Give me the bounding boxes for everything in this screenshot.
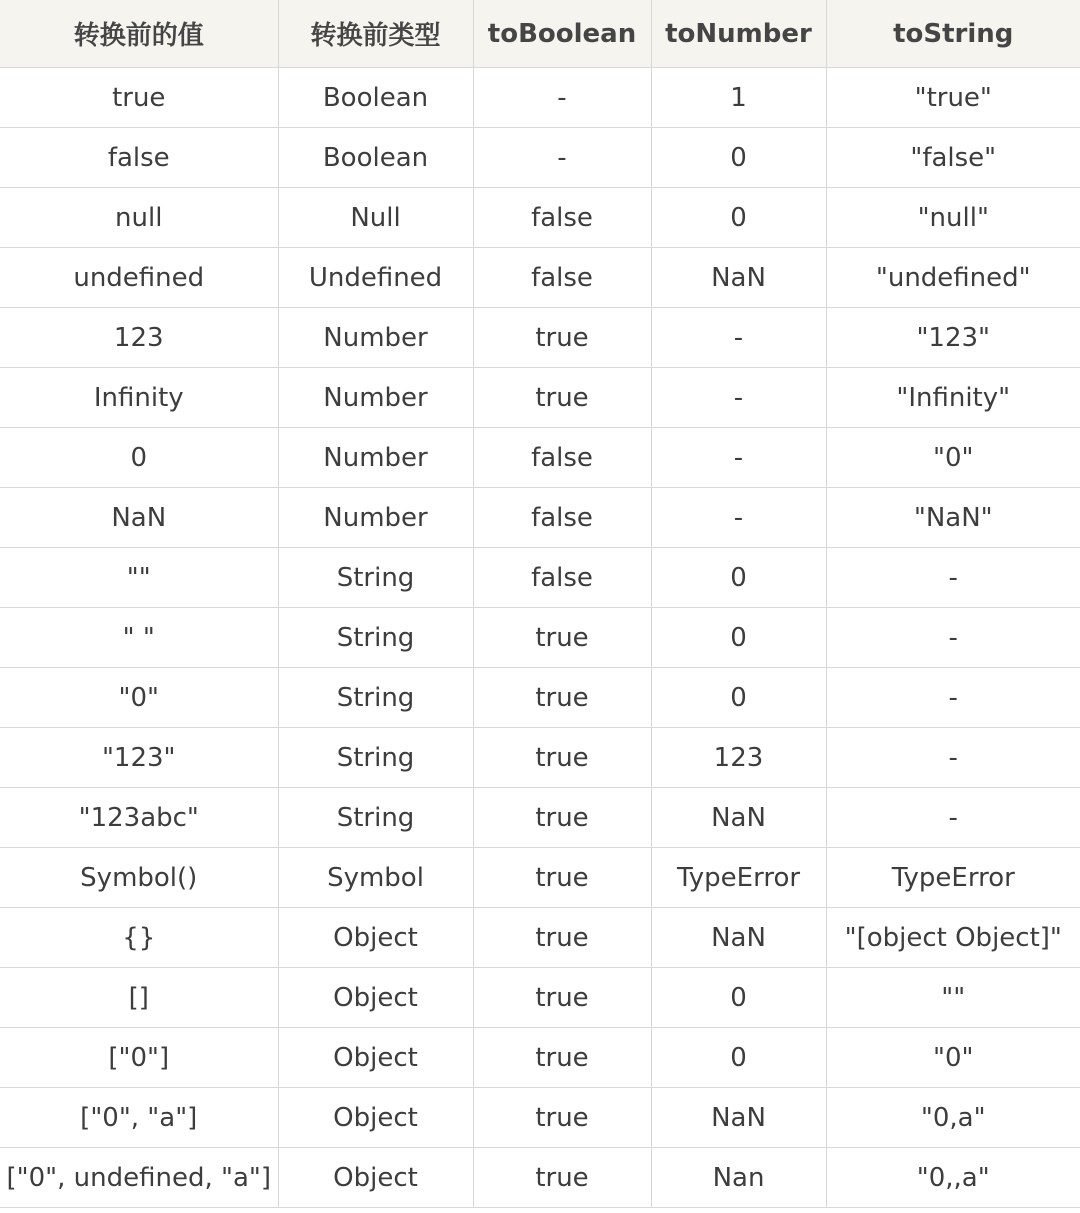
cell-original-type: Boolean bbox=[278, 128, 473, 188]
cell-to-boolean: false bbox=[473, 488, 651, 548]
cell-original-value: ["0", undefined, "a"] bbox=[0, 1148, 278, 1208]
cell-to-string: "" bbox=[826, 968, 1080, 1028]
cell-to-number: - bbox=[651, 428, 826, 488]
cell-to-string: "null" bbox=[826, 188, 1080, 248]
cell-original-type: Number bbox=[278, 368, 473, 428]
cell-original-value: "0" bbox=[0, 668, 278, 728]
cell-original-type: Undefined bbox=[278, 248, 473, 308]
cell-to-boolean: true bbox=[473, 668, 651, 728]
cell-original-value: "123" bbox=[0, 728, 278, 788]
table-row bbox=[0, 548, 1080, 608]
table-row bbox=[0, 908, 1080, 968]
table-row bbox=[0, 428, 1080, 488]
header-row bbox=[0, 0, 1080, 68]
cell-to-boolean: true bbox=[473, 1028, 651, 1088]
cell-original-type: String bbox=[278, 668, 473, 728]
cell-to-string: - bbox=[826, 788, 1080, 848]
cell-to-number: TypeError bbox=[651, 848, 826, 908]
cell-to-number: 0 bbox=[651, 1028, 826, 1088]
cell-to-boolean: false bbox=[473, 188, 651, 248]
cell-to-boolean: - bbox=[473, 68, 651, 128]
cell-to-number: Nan bbox=[651, 1148, 826, 1208]
cell-original-type: String bbox=[278, 548, 473, 608]
cell-original-value: [] bbox=[0, 968, 278, 1028]
cell-original-value: ["0", "a"] bbox=[0, 1088, 278, 1148]
table-row bbox=[0, 608, 1080, 668]
cell-original-type: Object bbox=[278, 908, 473, 968]
cell-original-type: Symbol bbox=[278, 848, 473, 908]
table-row bbox=[0, 68, 1080, 128]
cell-to-boolean: true bbox=[473, 1088, 651, 1148]
cell-to-string: "false" bbox=[826, 128, 1080, 188]
table-row bbox=[0, 1148, 1080, 1208]
table-row bbox=[0, 1028, 1080, 1088]
cell-original-value: null bbox=[0, 188, 278, 248]
cell-original-type: String bbox=[278, 608, 473, 668]
cell-original-value: Infinity bbox=[0, 368, 278, 428]
cell-to-number: 123 bbox=[651, 728, 826, 788]
table-row bbox=[0, 368, 1080, 428]
cell-to-number: 0 bbox=[651, 668, 826, 728]
cell-original-value: NaN bbox=[0, 488, 278, 548]
table-row bbox=[0, 308, 1080, 368]
table-row bbox=[0, 788, 1080, 848]
cell-to-string: - bbox=[826, 548, 1080, 608]
cell-to-boolean: true bbox=[473, 908, 651, 968]
table-body bbox=[0, 68, 1080, 1208]
cell-to-string: - bbox=[826, 728, 1080, 788]
cell-to-string: "0" bbox=[826, 428, 1080, 488]
cell-original-type: Object bbox=[278, 1148, 473, 1208]
header-original-type: 转换前类型 bbox=[278, 0, 473, 68]
cell-to-string: "0,,a" bbox=[826, 1148, 1080, 1208]
cell-to-boolean: true bbox=[473, 308, 651, 368]
cell-original-value: "123abc" bbox=[0, 788, 278, 848]
cell-original-value: undefined bbox=[0, 248, 278, 308]
table-row bbox=[0, 248, 1080, 308]
cell-to-boolean: true bbox=[473, 848, 651, 908]
table-row bbox=[0, 188, 1080, 248]
cell-to-number: NaN bbox=[651, 788, 826, 848]
cell-original-type: String bbox=[278, 728, 473, 788]
cell-to-boolean: false bbox=[473, 248, 651, 308]
table-row bbox=[0, 128, 1080, 188]
cell-original-value: 0 bbox=[0, 428, 278, 488]
cell-to-number: 1 bbox=[651, 68, 826, 128]
cell-original-type: Object bbox=[278, 1088, 473, 1148]
table-row bbox=[0, 488, 1080, 548]
cell-original-type: Number bbox=[278, 428, 473, 488]
cell-to-number: 0 bbox=[651, 128, 826, 188]
cell-to-number: 0 bbox=[651, 608, 826, 668]
cell-to-boolean: true bbox=[473, 608, 651, 668]
cell-original-type: Object bbox=[278, 968, 473, 1028]
cell-to-string: "true" bbox=[826, 68, 1080, 128]
cell-to-string: TypeError bbox=[826, 848, 1080, 908]
cell-original-type: Null bbox=[278, 188, 473, 248]
cell-to-number: NaN bbox=[651, 1088, 826, 1148]
cell-original-value: Symbol() bbox=[0, 848, 278, 908]
cell-to-boolean: false bbox=[473, 548, 651, 608]
cell-original-type: Number bbox=[278, 308, 473, 368]
cell-original-value: " " bbox=[0, 608, 278, 668]
cell-to-string: - bbox=[826, 668, 1080, 728]
header-to-string: toString bbox=[826, 0, 1080, 68]
table-header bbox=[0, 0, 1080, 68]
cell-to-boolean: false bbox=[473, 428, 651, 488]
cell-to-number: - bbox=[651, 488, 826, 548]
cell-original-value: ["0"] bbox=[0, 1028, 278, 1088]
cell-to-number: NaN bbox=[651, 248, 826, 308]
cell-to-string: "undefined" bbox=[826, 248, 1080, 308]
cell-original-type: String bbox=[278, 788, 473, 848]
cell-to-string: "[object Object]" bbox=[826, 908, 1080, 968]
cell-original-type: Number bbox=[278, 488, 473, 548]
cell-to-number: NaN bbox=[651, 908, 826, 968]
table-row bbox=[0, 968, 1080, 1028]
cell-to-boolean: true bbox=[473, 728, 651, 788]
cell-original-type: Object bbox=[278, 1028, 473, 1088]
cell-to-boolean: true bbox=[473, 1148, 651, 1208]
header-to-boolean: toBoolean bbox=[473, 0, 651, 68]
cell-to-string: "0,a" bbox=[826, 1088, 1080, 1148]
cell-original-value: "" bbox=[0, 548, 278, 608]
header-to-number: toNumber bbox=[651, 0, 826, 68]
cell-original-value: false bbox=[0, 128, 278, 188]
table-row bbox=[0, 668, 1080, 728]
table-row bbox=[0, 848, 1080, 908]
cell-to-number: - bbox=[651, 308, 826, 368]
cell-to-boolean: true bbox=[473, 788, 651, 848]
cell-original-value: 123 bbox=[0, 308, 278, 368]
cell-to-string: - bbox=[826, 608, 1080, 668]
table-row bbox=[0, 728, 1080, 788]
header-original-value: 转换前的值 bbox=[0, 0, 278, 68]
cell-original-value: true bbox=[0, 68, 278, 128]
cell-to-string: "123" bbox=[826, 308, 1080, 368]
cell-to-boolean: true bbox=[473, 968, 651, 1028]
cell-to-boolean: - bbox=[473, 128, 651, 188]
cell-to-number: - bbox=[651, 368, 826, 428]
cell-to-number: 0 bbox=[651, 968, 826, 1028]
cell-to-number: 0 bbox=[651, 188, 826, 248]
table-row bbox=[0, 1088, 1080, 1148]
cell-to-number: 0 bbox=[651, 548, 826, 608]
cell-to-string: "0" bbox=[826, 1028, 1080, 1088]
cell-original-value: {} bbox=[0, 908, 278, 968]
cell-to-string: "Infinity" bbox=[826, 368, 1080, 428]
cell-to-boolean: true bbox=[473, 368, 651, 428]
cell-original-type: Boolean bbox=[278, 68, 473, 128]
cell-to-string: "NaN" bbox=[826, 488, 1080, 548]
